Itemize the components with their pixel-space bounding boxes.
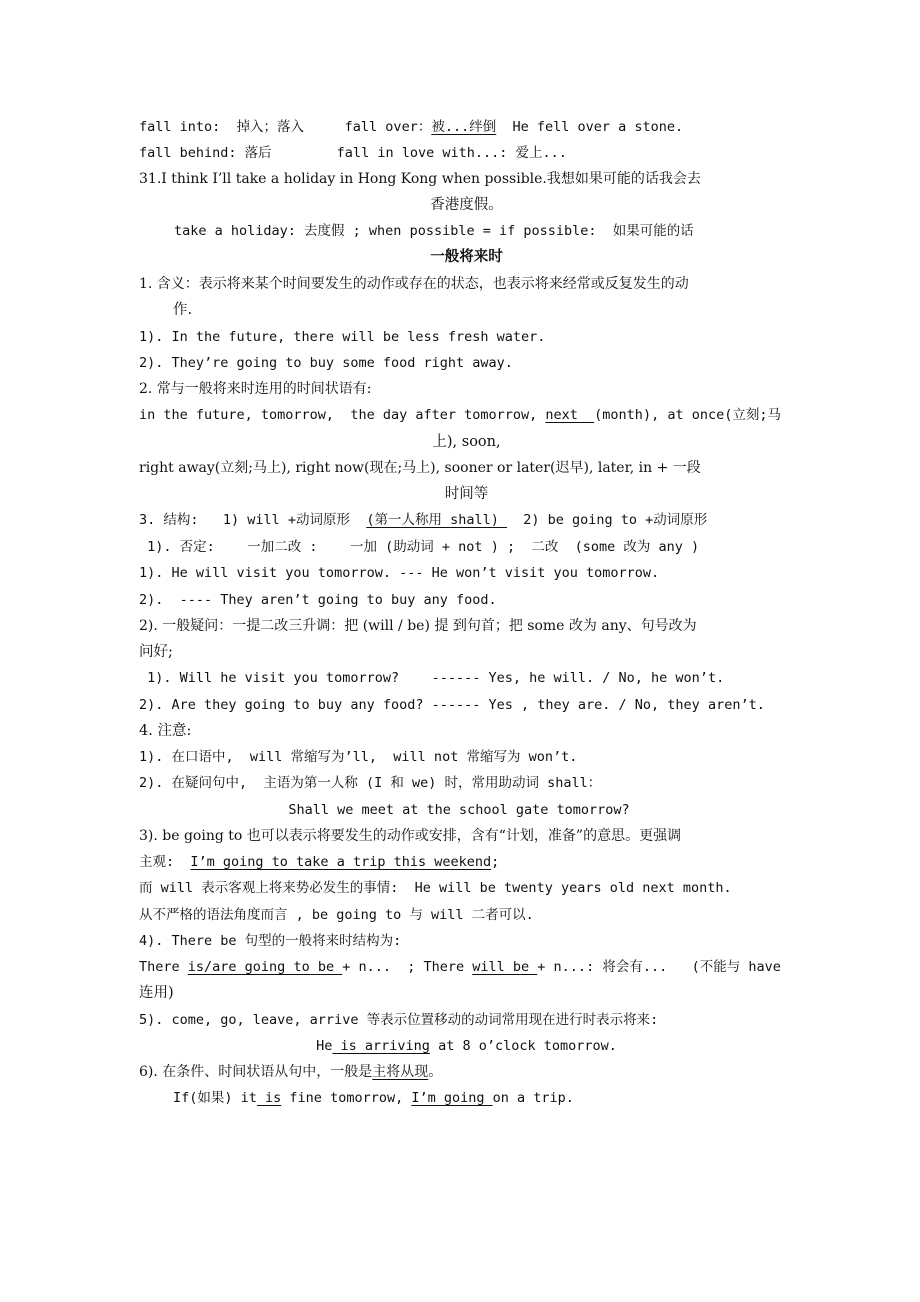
text-line: 2. 常与一般将来时连用的时间状语有: [139,381,372,397]
text-line: 31.I think I’ll take a holiday in Hong Kong when possible.我想如果可能的话我会去 [139,171,701,187]
text-line: 连用) [139,985,174,1001]
text-line: fall into: 掉入；落入 fall over：被...绊倒 He fell over a stone. [139,119,684,135]
text-line: If(如果) it is fine tomorrow, I’m going on a trip. [173,1090,574,1106]
text-line: 从不严格的语法角度而言 , be going to 与 will 二者可以. [139,907,534,923]
text-line: 4. 注意: [139,723,192,739]
text-line: 香港度假。 [430,197,503,213]
text-line: 1). 否定: 一加二改 : 一加 (助动词 + not ) ; 二改 (some 改为 any ) [139,539,700,555]
text-line: 3. 结构: 1) will +动词原形 (第一人称用 shall) 2) be going to +动词原形 [139,512,708,528]
text-line: 1. 含义：表示将来某个时间要发生的动作或存在的状态，也表示将来经常或反复发生的动 [139,276,689,292]
text-line: 上), soon, [432,434,501,450]
text-line: He is arriving at 8 o’clock tomorrow. [316,1038,617,1054]
text-line: 3). be going to 也可以表示将要发生的动作或安排，含有“计划，准备”的意思。更强调 [139,828,682,844]
text-line: 6). 在条件、时间状语从句中，一般是主将从现。 [139,1064,443,1080]
text-line: in the future, tomorrow, the day after tomorrow, next (month), at once(立刻;马 [139,407,781,423]
text-line: 作. [173,302,193,318]
text-line: 时间等 [444,486,489,502]
text-line: 4). There be 句型的一般将来时结构为: [139,933,402,949]
text-line: 5). come, go, leave, arrive 等表示位置移动的动词常用现在进行时表示将来: [139,1012,659,1028]
text-line: 1). He will visit you tomorrow. --- He won’t visit you tomorrow. [139,565,660,581]
text-line: 1). In the future, there will be less fresh water. [139,329,546,345]
text-line: right away(立刻;马上), right now(现在;马上), sooner or later(迟早), later, in + 一段 [139,460,701,476]
text-line: There is/are going to be + n... ; There will be + n...: 将会有... (不能与 have [139,959,781,975]
text-line: 而 will 表示客观上将来势必发生的事情: He will be twenty years old next month. [139,880,732,896]
text-line: fall behind: 落后 fall in love with...: 爱上... [139,145,567,161]
text-line: Shall we meet at the school gate tomorrow? [288,802,630,818]
text-line: take a holiday: 去度假 ; when possible = if possible: 如果可能的话 [174,223,694,239]
text-line: 2). ---- They aren’t going to buy any food. [139,592,497,608]
text-line: 问好; [139,644,173,660]
text-line: 2). Are they going to buy any food? ------ Yes , they are. / No, they aren’t. [139,697,765,713]
text-line: 2). 一般疑问：一提二改三升调：把 (will / be) 提 到句首；把 some 改为 any、句号改为 [139,618,697,634]
text-line: 2). 在疑问句中, 主语为第一人称 (I 和 we) 时，常用助动词 shall： [139,775,602,791]
text-line: 1). Will he visit you tomorrow? ------ Yes, he will. / No, he won’t. [139,670,725,686]
text-line: 2). They’re going to buy some food right away. [139,355,513,371]
section-heading: 一般将来时 [430,249,503,265]
text-line: 主观: I’m going to take a trip this weekend; [139,854,500,870]
text-line: 1). 在口语中, will 常缩写为’ll, will not 常缩写为 won’t. [139,749,578,765]
